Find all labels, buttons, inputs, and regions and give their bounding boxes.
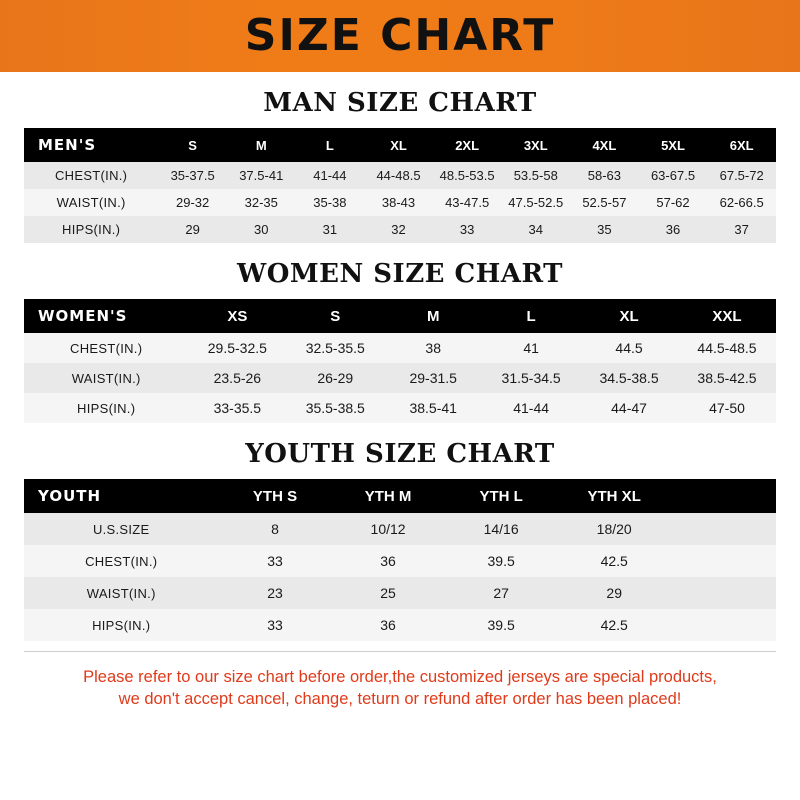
cell: 29-31.5 bbox=[384, 363, 482, 393]
cell: 47.5-52.5 bbox=[501, 189, 570, 216]
cell: 29 bbox=[558, 577, 671, 609]
cell: 30 bbox=[227, 216, 296, 243]
cell: 42.5 bbox=[558, 609, 671, 641]
cell: 33 bbox=[433, 216, 502, 243]
cell: 47-50 bbox=[678, 393, 776, 423]
footer-note-line-1: Please refer to our size chart before order,the customized jerseys are special products, bbox=[83, 668, 717, 686]
cell: 32-35 bbox=[227, 189, 296, 216]
women-header-xl: XL bbox=[580, 299, 678, 333]
youth-table-body bbox=[24, 513, 776, 641]
men-header-l: L bbox=[296, 128, 365, 162]
page-title: SIZE CHART bbox=[244, 10, 556, 61]
cell: 33-35.5 bbox=[188, 393, 286, 423]
cell: 36 bbox=[332, 609, 445, 641]
cell: 44.5-48.5 bbox=[678, 333, 776, 363]
cell: 32 bbox=[364, 216, 433, 243]
women-size-table bbox=[24, 299, 776, 423]
women-table-body bbox=[24, 333, 776, 423]
women-table-header bbox=[24, 299, 776, 333]
youth-section-title: YOUTH SIZE CHART bbox=[245, 439, 555, 469]
cell: 48.5-53.5 bbox=[433, 162, 502, 189]
men-header-m: M bbox=[227, 128, 296, 162]
cell: 38 bbox=[384, 333, 482, 363]
cell: 26-29 bbox=[286, 363, 384, 393]
cell: 58-63 bbox=[570, 162, 639, 189]
cell: 18/20 bbox=[558, 513, 671, 545]
cell: 29 bbox=[158, 216, 227, 243]
row-label-hips: HIPS(IN.) bbox=[24, 393, 188, 423]
cell: 14/16 bbox=[445, 513, 558, 545]
cell-spacer bbox=[671, 545, 776, 577]
youth-table-header bbox=[24, 479, 776, 513]
row-label-us-size: U.S.SIZE bbox=[24, 513, 218, 545]
men-header-xl: XL bbox=[364, 128, 433, 162]
cell: 34.5-38.5 bbox=[580, 363, 678, 393]
cell: 29.5-32.5 bbox=[188, 333, 286, 363]
table-row bbox=[24, 189, 776, 216]
cell: 62-66.5 bbox=[707, 189, 776, 216]
row-label-waist: WAIST(IN.) bbox=[24, 363, 188, 393]
women-header-xxl: XXL bbox=[678, 299, 776, 333]
row-label-chest: CHEST(IN.) bbox=[24, 333, 188, 363]
men-header-4xl: 4XL bbox=[570, 128, 639, 162]
cell-spacer bbox=[671, 577, 776, 609]
table-row bbox=[24, 393, 776, 423]
row-label-waist: WAIST(IN.) bbox=[24, 189, 158, 216]
men-header-2xl: 2XL bbox=[433, 128, 502, 162]
cell: 52.5-57 bbox=[570, 189, 639, 216]
cell: 34 bbox=[501, 216, 570, 243]
cell: 57-62 bbox=[639, 189, 708, 216]
cell: 27 bbox=[445, 577, 558, 609]
row-label-waist: WAIST(IN.) bbox=[24, 577, 218, 609]
cell: 32.5-35.5 bbox=[286, 333, 384, 363]
cell: 8 bbox=[218, 513, 331, 545]
women-section-title: WOMEN SIZE CHART bbox=[237, 259, 563, 289]
cell: 33 bbox=[218, 609, 331, 641]
cell-spacer bbox=[671, 513, 776, 545]
women-header-label: WOMEN'S bbox=[24, 299, 188, 333]
women-header-s: S bbox=[286, 299, 384, 333]
women-header-xs: XS bbox=[188, 299, 286, 333]
table-row bbox=[24, 333, 776, 363]
youth-size-table bbox=[24, 479, 776, 641]
men-size-table bbox=[24, 128, 776, 243]
women-header-l: L bbox=[482, 299, 580, 333]
men-header-5xl: 5XL bbox=[639, 128, 708, 162]
cell: 23 bbox=[218, 577, 331, 609]
cell: 37.5-41 bbox=[227, 162, 296, 189]
table-row bbox=[24, 609, 776, 641]
cell: 38.5-42.5 bbox=[678, 363, 776, 393]
cell: 36 bbox=[332, 545, 445, 577]
footer-divider bbox=[24, 651, 776, 652]
table-header-row bbox=[24, 299, 776, 333]
table-row bbox=[24, 545, 776, 577]
men-header-s: S bbox=[158, 128, 227, 162]
men-header-6xl: 6XL bbox=[707, 128, 776, 162]
row-label-chest: CHEST(IN.) bbox=[24, 162, 158, 189]
footer-note bbox=[24, 666, 776, 711]
youth-header-yth-s: YTH S bbox=[218, 479, 331, 513]
cell: 53.5-58 bbox=[501, 162, 570, 189]
cell: 31 bbox=[296, 216, 365, 243]
table-row bbox=[24, 513, 776, 545]
cell: 10/12 bbox=[332, 513, 445, 545]
cell: 41-44 bbox=[296, 162, 365, 189]
cell: 42.5 bbox=[558, 545, 671, 577]
cell: 39.5 bbox=[445, 609, 558, 641]
men-header-3xl: 3XL bbox=[501, 128, 570, 162]
cell: 35 bbox=[570, 216, 639, 243]
table-row bbox=[24, 363, 776, 393]
table-row bbox=[24, 577, 776, 609]
charts-container bbox=[0, 88, 800, 711]
cell: 44.5 bbox=[580, 333, 678, 363]
youth-header-yth-m: YTH M bbox=[332, 479, 445, 513]
cell: 43-47.5 bbox=[433, 189, 502, 216]
women-header-m: M bbox=[384, 299, 482, 333]
row-label-hips: HIPS(IN.) bbox=[24, 609, 218, 641]
youth-header-spacer bbox=[671, 479, 776, 513]
cell: 23.5-26 bbox=[188, 363, 286, 393]
men-header-label: MEN'S bbox=[24, 128, 158, 162]
cell: 31.5-34.5 bbox=[482, 363, 580, 393]
row-label-hips: HIPS(IN.) bbox=[24, 216, 158, 243]
cell: 35-37.5 bbox=[158, 162, 227, 189]
footer-note-line-2: we don't accept cancel, change, teturn or refund after order has been placed! bbox=[118, 690, 682, 709]
cell: 35-38 bbox=[296, 189, 365, 216]
cell: 36 bbox=[639, 216, 708, 243]
table-header-row bbox=[24, 479, 776, 513]
cell: 38.5-41 bbox=[384, 393, 482, 423]
cell: 44-47 bbox=[580, 393, 678, 423]
table-header-row bbox=[24, 128, 776, 162]
cell: 37 bbox=[707, 216, 776, 243]
cell: 39.5 bbox=[445, 545, 558, 577]
youth-header-label: YOUTH bbox=[24, 479, 218, 513]
cell: 29-32 bbox=[158, 189, 227, 216]
cell: 41 bbox=[482, 333, 580, 363]
cell: 38-43 bbox=[364, 189, 433, 216]
cell: 33 bbox=[218, 545, 331, 577]
men-table-header bbox=[24, 128, 776, 162]
men-section-title: MAN SIZE CHART bbox=[263, 88, 537, 118]
men-table-body bbox=[24, 162, 776, 243]
cell: 44-48.5 bbox=[364, 162, 433, 189]
cell: 35.5-38.5 bbox=[286, 393, 384, 423]
table-row bbox=[24, 162, 776, 189]
cell: 63-67.5 bbox=[639, 162, 708, 189]
cell-spacer bbox=[671, 609, 776, 641]
cell: 41-44 bbox=[482, 393, 580, 423]
cell: 67.5-72 bbox=[707, 162, 776, 189]
row-label-chest: CHEST(IN.) bbox=[24, 545, 218, 577]
table-row bbox=[24, 216, 776, 243]
youth-header-yth-xl: YTH XL bbox=[558, 479, 671, 513]
cell: 25 bbox=[332, 577, 445, 609]
youth-header-yth-l: YTH L bbox=[445, 479, 558, 513]
header-banner bbox=[0, 0, 800, 72]
